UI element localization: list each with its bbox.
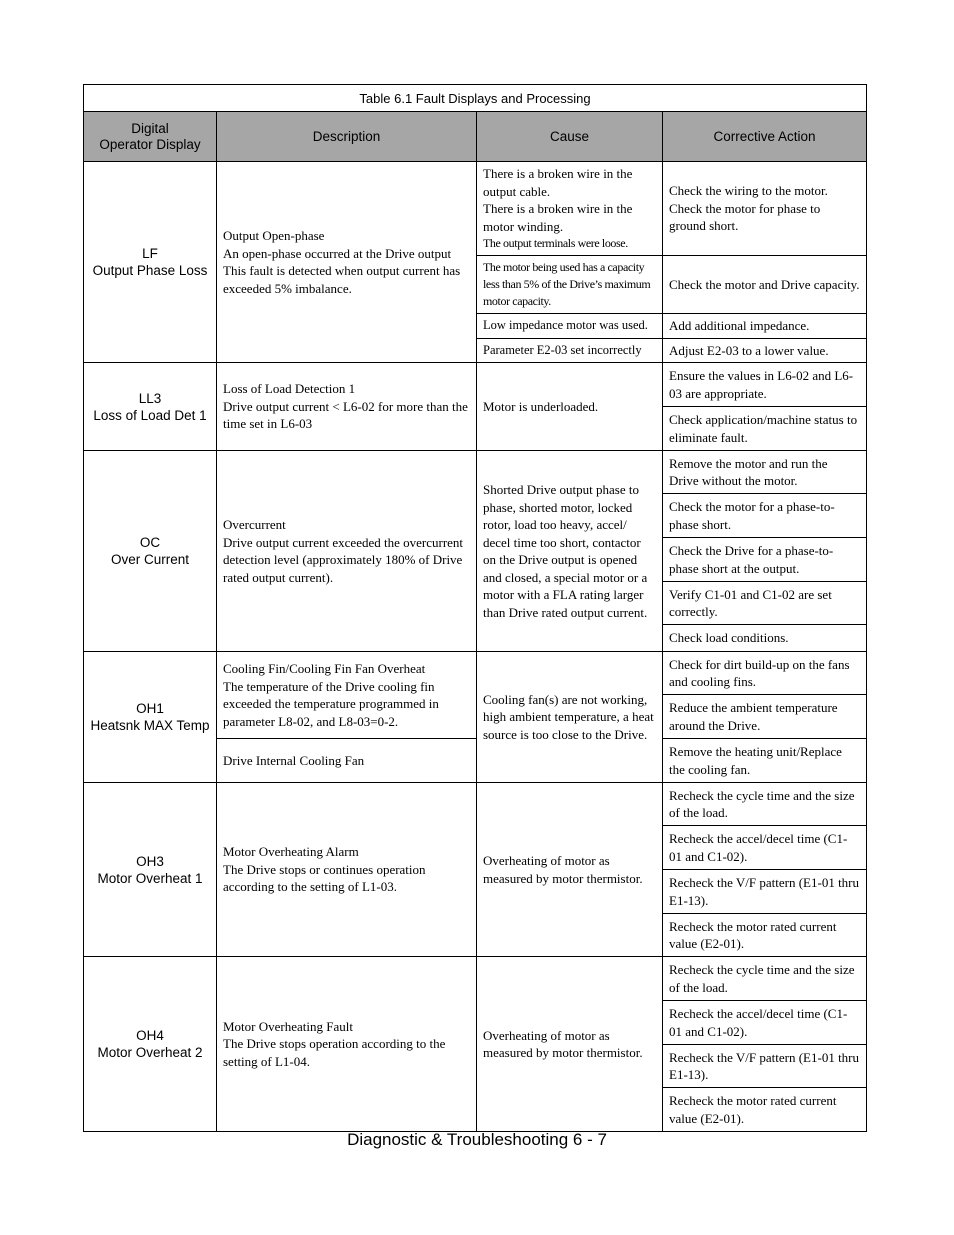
corrective-action: Recheck the cycle time and the size of the load. bbox=[663, 783, 867, 826]
fault-description: Motor Overheating Fault The Drive stops operation according to the setting of L1-04. bbox=[217, 957, 477, 1132]
header-corrective-action: Corrective Action bbox=[663, 112, 867, 162]
fault-cause: Shorted Drive output phase to phase, shorted motor, locked rotor, load too heavy, accel/ decel time too short, contactor on the Drive output is opened and closed, a special motor or a motor with a FLA rating larger than Drive rated output current. bbox=[477, 451, 663, 652]
fault-description: Output Open-phase An open-phase occurred at the Drive output This fault is detected when output current has exceeded 5% imbalance. bbox=[217, 162, 477, 363]
table-row bbox=[84, 957, 867, 1001]
fault-description: Loss of Load Detection 1 Drive output current < L6-02 for more than the time set in L6-03 bbox=[217, 363, 477, 451]
table-header-row bbox=[84, 112, 867, 162]
table-row bbox=[84, 451, 867, 494]
corrective-action: Add additional impedance. bbox=[663, 314, 867, 339]
corrective-action: Adjust E2-03 to a lower value. bbox=[663, 338, 867, 363]
fault-description: Cooling Fin/Cooling Fin Fan Overheat The temperature of the Drive cooling fin exceeded the temperature programmed in parameter L8-02, and L8-03=0-2. bbox=[217, 652, 477, 739]
header-cause: Cause bbox=[477, 112, 663, 162]
corrective-action: Recheck the cycle time and the size of the load. bbox=[663, 957, 867, 1001]
corrective-action: Recheck the accel/decel time (C1-01 and C1-02). bbox=[663, 1001, 867, 1045]
corrective-action: Remove the motor and run the Drive without the motor. bbox=[663, 451, 867, 494]
fault-cause: There is a broken wire in the output cable. There is a broken wire in the motor winding. The output terminals were loose. bbox=[477, 162, 663, 256]
corrective-action: Check load conditions. bbox=[663, 625, 867, 652]
page-footer: Diagnostic & Troubleshooting 6 - 7 bbox=[347, 1130, 607, 1149]
fault-code-lf: LF Output Phase Loss bbox=[84, 162, 217, 363]
corrective-action: Verify C1-01 and C1-02 are set correctly. bbox=[663, 582, 867, 625]
table-row bbox=[84, 363, 867, 407]
corrective-action: Recheck the V/F pattern (E1-01 thru E1-13). bbox=[663, 870, 867, 914]
fault-description: Motor Overheating Alarm The Drive stops or continues operation according to the setting of L1-03. bbox=[217, 783, 477, 957]
fault-cause: Parameter E2-03 set incorrectly bbox=[477, 338, 663, 363]
fault-code-oh3: OH3 Motor Overheat 1 bbox=[84, 783, 217, 957]
fault-description: Overcurrent Drive output current exceeded the overcurrent detection level (approximately 180% of Drive rated output current). bbox=[217, 451, 477, 652]
fault-code-oc: OC Over Current bbox=[84, 451, 217, 652]
header-operator-display: Digital Operator Display bbox=[84, 112, 217, 162]
fault-displays-table bbox=[83, 84, 867, 1132]
fault-cause: Cooling fan(s) are not working, high ambient temperature, a heat source is too close to the Drive. bbox=[477, 652, 663, 783]
corrective-action: Check for dirt build-up on the fans and cooling fins. bbox=[663, 652, 867, 695]
corrective-action: Recheck the motor rated current value (E2-01). bbox=[663, 1088, 867, 1132]
fault-cause: Overheating of motor as measured by motor thermistor. bbox=[477, 957, 663, 1132]
fault-code-ll3: LL3 Loss of Load Det 1 bbox=[84, 363, 217, 451]
corrective-action: Recheck the V/F pattern (E1-01 thru E1-13). bbox=[663, 1045, 867, 1088]
corrective-action: Recheck the motor rated current value (E2-01). bbox=[663, 914, 867, 957]
fault-cause: The motor being used has a capacity less than 5% of the Drive’s maximum motor capacity. bbox=[477, 256, 663, 314]
fault-cause: Overheating of motor as measured by motor thermistor. bbox=[477, 783, 663, 957]
corrective-action: Check application/machine status to eliminate fault. bbox=[663, 407, 867, 451]
corrective-action: Ensure the values in L6-02 and L6-03 are appropriate. bbox=[663, 363, 867, 407]
corrective-action: Remove the heating unit/Replace the cooling fan. bbox=[663, 739, 867, 783]
corrective-action: Reduce the ambient temperature around the Drive. bbox=[663, 695, 867, 739]
corrective-action: Check the motor for a phase-to-phase short. bbox=[663, 494, 867, 538]
fault-description: Drive Internal Cooling Fan bbox=[217, 739, 477, 783]
table-caption: Table 6.1 Fault Displays and Processing bbox=[84, 85, 867, 112]
fault-code-oh4: OH4 Motor Overheat 2 bbox=[84, 957, 217, 1132]
corrective-action: Recheck the accel/decel time (C1-01 and C1-02). bbox=[663, 826, 867, 870]
table-row bbox=[84, 162, 867, 256]
corrective-action: Check the Drive for a phase-to-phase short at the output. bbox=[663, 538, 867, 582]
table-row bbox=[84, 652, 867, 695]
fault-cause: Motor is underloaded. bbox=[477, 363, 663, 451]
table-row bbox=[84, 783, 867, 826]
fault-cause: Low impedance motor was used. bbox=[477, 314, 663, 339]
corrective-action: Check the wiring to the motor. Check the motor for phase to ground short. bbox=[663, 162, 867, 256]
fault-code-oh1: OH1 Heatsnk MAX Temp bbox=[84, 652, 217, 783]
header-description: Description bbox=[217, 112, 477, 162]
corrective-action: Check the motor and Drive capacity. bbox=[663, 256, 867, 314]
